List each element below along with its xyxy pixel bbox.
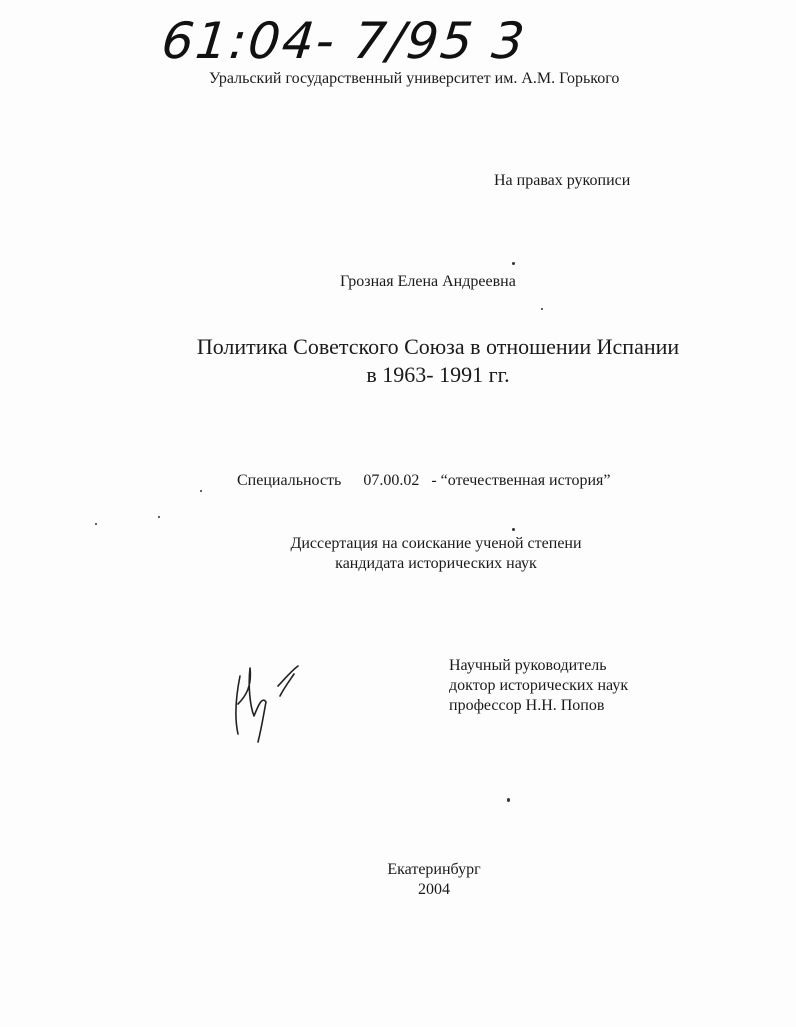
scan-speck (158, 516, 160, 518)
scan-speck (512, 262, 515, 265)
signature-icon (228, 656, 308, 746)
degree-line-2: кандидата исторических наук (335, 555, 537, 572)
scan-speck (512, 528, 515, 531)
year: 2004 (418, 881, 450, 898)
specialty (237, 472, 611, 490)
archive-number: 61:04- 7/95 3 (158, 12, 530, 70)
scan-speck (95, 523, 97, 525)
scientific-advisor (449, 656, 628, 716)
advisor-degree: доктор исторических наук (449, 677, 629, 694)
dissertation-title-line-1: Политика Советского Союза в отношении Испании (196, 334, 680, 359)
author-name: Грозная Елена Андреевна (340, 273, 516, 290)
degree-line-1: Диссертация на соискание ученой степени (290, 535, 582, 552)
advisor-name: профессор Н.Н. Попов (449, 697, 605, 714)
scan-speck (541, 308, 543, 310)
scan-speck (200, 490, 202, 492)
manuscript-note: На правах рукописи (494, 172, 631, 189)
scan-speck (507, 798, 510, 802)
university-name: Уральский государственный университет им. А.М. Горького (209, 70, 620, 87)
dissertation-title-line-2: в 1963- 1991 гг. (366, 362, 510, 387)
specialty-label: Специальность (237, 472, 342, 489)
city: Екатеринбург (387, 861, 481, 878)
handwritten-signature (228, 656, 308, 751)
specialty-code: 07.00.02 (363, 472, 420, 489)
specialty-name: - “отечественная история” (431, 472, 611, 489)
advisor-role: Научный руководитель (449, 657, 607, 674)
